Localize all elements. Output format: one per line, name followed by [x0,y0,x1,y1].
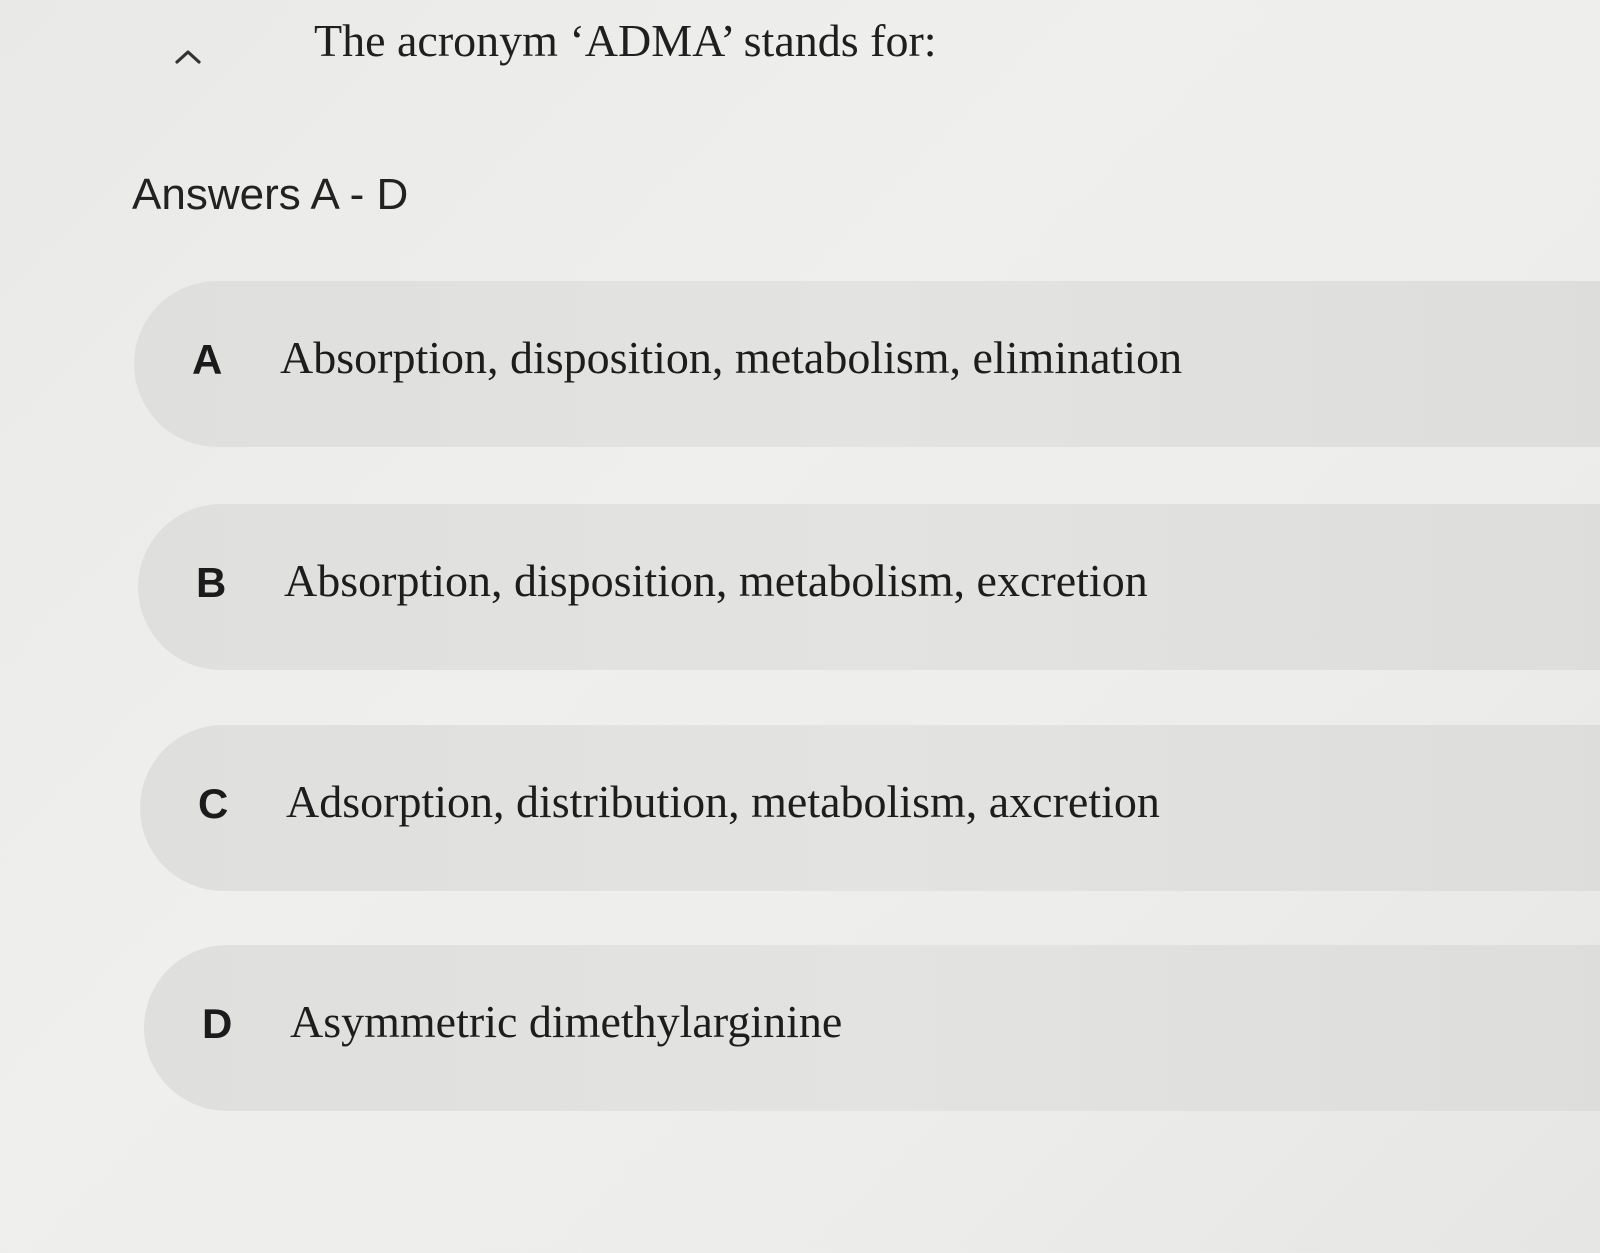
option-text: Asymmetric dimethylarginine [290,996,843,1047]
answer-option-b[interactable] [138,504,1600,670]
option-text: Adsorption, distribution, metabolism, axcretion [286,776,1160,827]
answers-heading: Answers A - D [132,170,409,219]
option-text: Absorption, disposition, metabolism, elimination [280,332,1183,383]
option-letter: A [192,336,223,383]
option-letter: D [202,1000,233,1047]
answer-option-a[interactable] [134,281,1600,447]
option-letter: C [198,780,229,827]
option-text: Absorption, disposition, metabolism, excretion [284,555,1148,606]
answer-option-c[interactable] [140,725,1600,891]
question-text: The acronym ‘ADMA’ stands for: [314,15,937,66]
answer-option-d[interactable] [144,945,1600,1111]
option-letter: B [196,559,227,606]
